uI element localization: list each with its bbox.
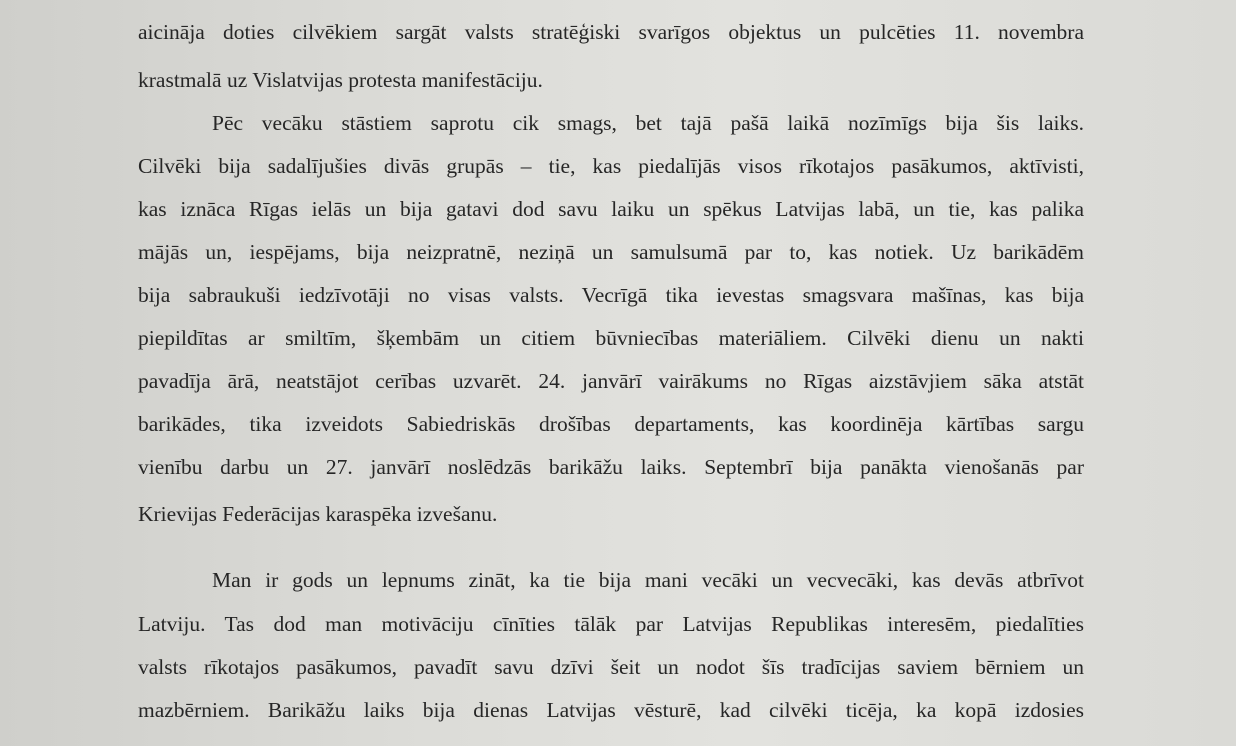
text-line: krastmalā uz Vislatvijas protesta manifestāciju. [138,68,543,92]
text-line: bija sabraukuši iedzīvotāji no visas valsts. Vecrīgā tika ievestas smagsvara mašīnas, kas bija [138,283,1084,307]
text-line: vienību darbu un 27. janvārī noslēdzās barikāžu laiks. Septembrī bija panākta vienošanās par [138,455,1084,479]
text-line: kas iznāca Rīgas ielās un bija gatavi dod savu laiku un spēkus Latvijas labā, un tie, kas palika [138,197,1084,221]
text-line: Cilvēki bija sadalījušies divās grupās – tie, kas piedalījās visos rīkotajos pasākumos, aktīvisti, [138,154,1084,178]
text-line: Latviju. Tas dod man motivāciju cīnīties tālāk par Latvijas Republikas interesēm, piedalīties [138,612,1084,636]
text-line: valsts rīkotajos pasākumos, pavadīt savu dzīvi šeit un nodot šīs tradīcijas saviem bērniem un [138,655,1084,679]
text-line: aicināja doties cilvēkiem sargāt valsts stratēģiski svarīgos objektus un pulcēties 11. novembra [138,20,1084,44]
text-line: piepildītas ar smiltīm, šķembām un citiem būvniecības materiāliem. Cilvēki dienu un nakti [138,326,1084,350]
text-line: barikādes, tika izveidots Sabiedriskās drošības departaments, kas koordinēja kārtības sargu [138,412,1084,436]
text-line: Krievijas Federācijas karaspēka izvešanu. [138,502,498,526]
paragraph-start-line: Man ir gods un lepnums zināt, ka tie bija mani vecāki un vecvecāki, kas devās atbrīvot [212,568,1084,592]
text-line: mazbērniem. Barikāžu laiks bija dienas Latvijas vēsturē, kad cilvēki ticēja, ka kopā izdosies [138,698,1084,722]
text-line: pavadīja ārā, neatstājot cerības uzvarēt. 24. janvārī vairākums no Rīgas aizstāvjiem sāka atstāt [138,369,1084,393]
paragraph-start-line: Pēc vecāku stāstiem saprotu cik smags, bet tajā pašā laikā nozīmīgs bija šis laiks. [212,111,1084,135]
text-line: mājās un, iespējams, bija neizpratnē, neziņā un samulsumā par to, kas notiek. Uz barikādēm [138,240,1084,264]
